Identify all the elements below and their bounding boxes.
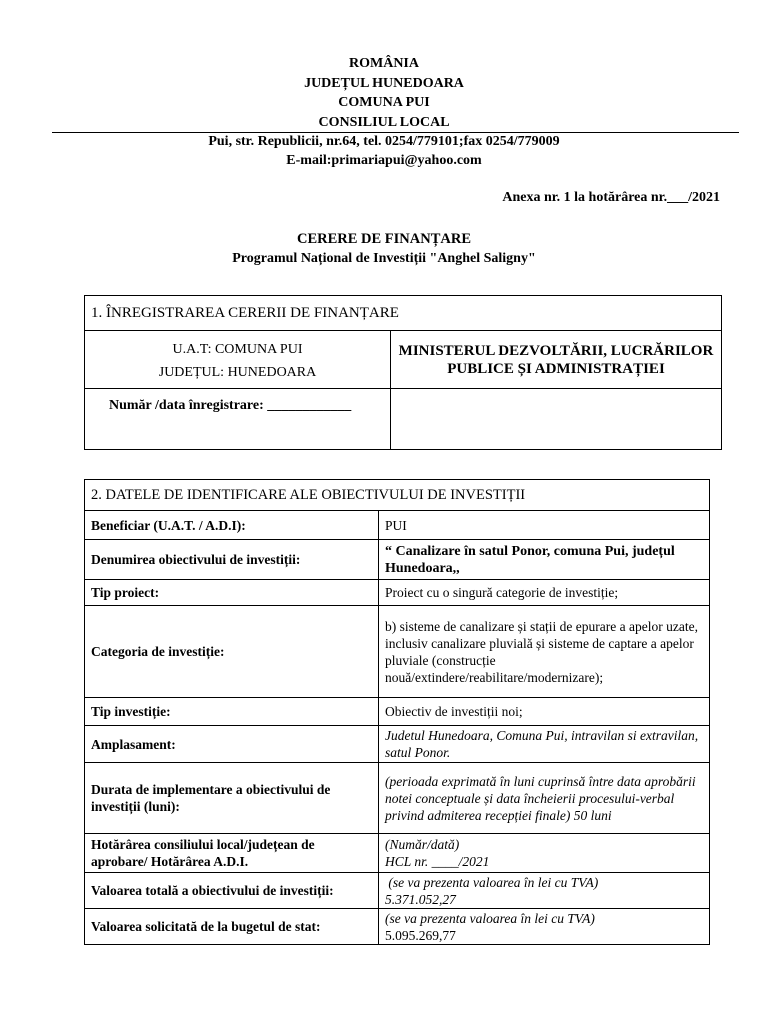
row-value: PUI: [379, 511, 710, 540]
table-row: [85, 834, 710, 873]
value-note: (se va prezenta valoarea în lei cu TVA): [385, 910, 595, 926]
applicant-cell: [85, 331, 391, 389]
country-name: ROMÂNIA: [349, 56, 419, 71]
judet-label: JUDEȚUL: HUNEDOARA: [158, 364, 317, 380]
row-label: Tip proiect:: [85, 580, 379, 606]
ministry-cell: MINISTERUL DEZVOLTĂRII, LUCRĂRILOR PUBLICE ȘI ADMINISTRAȚIEI: [391, 331, 722, 389]
value-note: (se va prezenta valoarea în lei cu TVA): [385, 874, 599, 890]
row-value: “ Canalizare în satul Ponor, comuna Pui, județul Hunedoara,,: [379, 540, 710, 580]
table-row: [85, 698, 710, 726]
value-note: (Număr/dată): [385, 837, 460, 852]
table-row: [85, 511, 710, 540]
empty-cell: [391, 389, 722, 450]
table-row: [85, 540, 710, 580]
row-value: Proiect cu o singură categorie de investiție;: [379, 580, 710, 606]
contact-block: [0, 132, 768, 170]
investment-identification-table: [84, 479, 710, 945]
table-row: [85, 726, 710, 763]
table-row: [85, 606, 710, 698]
address-line: Pui, str. Republicii, nr.64, tel. 0254/779101;fax 0254/779009: [208, 134, 560, 149]
section1-heading: 1. ÎNREGISTRAREA CERERII DE FINANȚARE: [85, 296, 722, 331]
row-label: Valoarea totală a obiectivului de investiții:: [85, 873, 379, 909]
row-label: Valoarea solicitată de la bugetul de stat:: [85, 909, 379, 945]
row-value: [379, 834, 710, 873]
row-label: Tip investiție:: [85, 698, 379, 726]
registration-table: [84, 295, 722, 450]
county-name: JUDEȚUL HUNEDOARA: [304, 75, 464, 91]
value-amount: 5.371.052,27: [385, 891, 456, 907]
row-label: Denumirea obiectivului de investiții:: [85, 540, 379, 580]
row-label: Categoria de investiție:: [85, 606, 379, 698]
document-title: [0, 229, 768, 269]
row-value: [379, 909, 710, 945]
annex-reference: Anexa nr. 1 la hotărârea nr.___/2021: [502, 190, 720, 205]
document-header: [0, 54, 768, 132]
email-line: E-mail:primariapui@yahoo.com: [286, 153, 482, 168]
table-row: [85, 580, 710, 606]
table-row: [85, 909, 710, 945]
row-label: Hotărârea consiliului local/județean de aprobare/ Hotărârea A.D.I.: [85, 834, 379, 873]
row-value: [379, 873, 710, 909]
uat-label: U.A.T: COMUNA PUI: [172, 341, 303, 357]
row-value: b) sisteme de canalizare și stații de epurare a apelor uzate, inclusiv canalizare pluvială și sisteme de captare a apelor pluviale (construcție nouă/extindere/reabilitare/modernizare);: [379, 606, 710, 698]
commune-name: COMUNA PUI: [338, 95, 430, 110]
title-line: CERERE DE FINANȚARE: [296, 231, 472, 247]
table-row: [85, 873, 710, 909]
row-value: Judetul Hunedoara, Comuna Pui, intravilan si extravilan, satul Ponor.: [379, 726, 710, 763]
registration-number-cell: Număr /data înregistrare: ____________: [85, 389, 391, 450]
council-name: CONSILIUL LOCAL: [318, 114, 450, 130]
row-value: (perioada exprimată în luni cuprinsă între data aprobării notei conceptuale și data încheierii procesului-verbal privind admiterea recepției finale) 50 luni: [379, 763, 710, 834]
row-label: Durata de implementare a obiectivului de investiții (luni):: [85, 763, 379, 834]
value-text: HCL nr. ____/2021: [385, 854, 490, 869]
table-row: [85, 763, 710, 834]
row-value: Obiectiv de investiții noi;: [379, 698, 710, 726]
row-label: Beneficiar (U.A.T. / A.D.I):: [85, 511, 379, 540]
value-amount: 5.095.269,77: [385, 927, 456, 943]
program-name: Programul Național de Investiții "Anghel Saligny": [232, 251, 536, 266]
section2-heading: 2. DATELE DE IDENTIFICARE ALE OBIECTIVULUI DE INVESTIȚII: [85, 480, 710, 511]
row-label: Amplasament:: [85, 726, 379, 763]
